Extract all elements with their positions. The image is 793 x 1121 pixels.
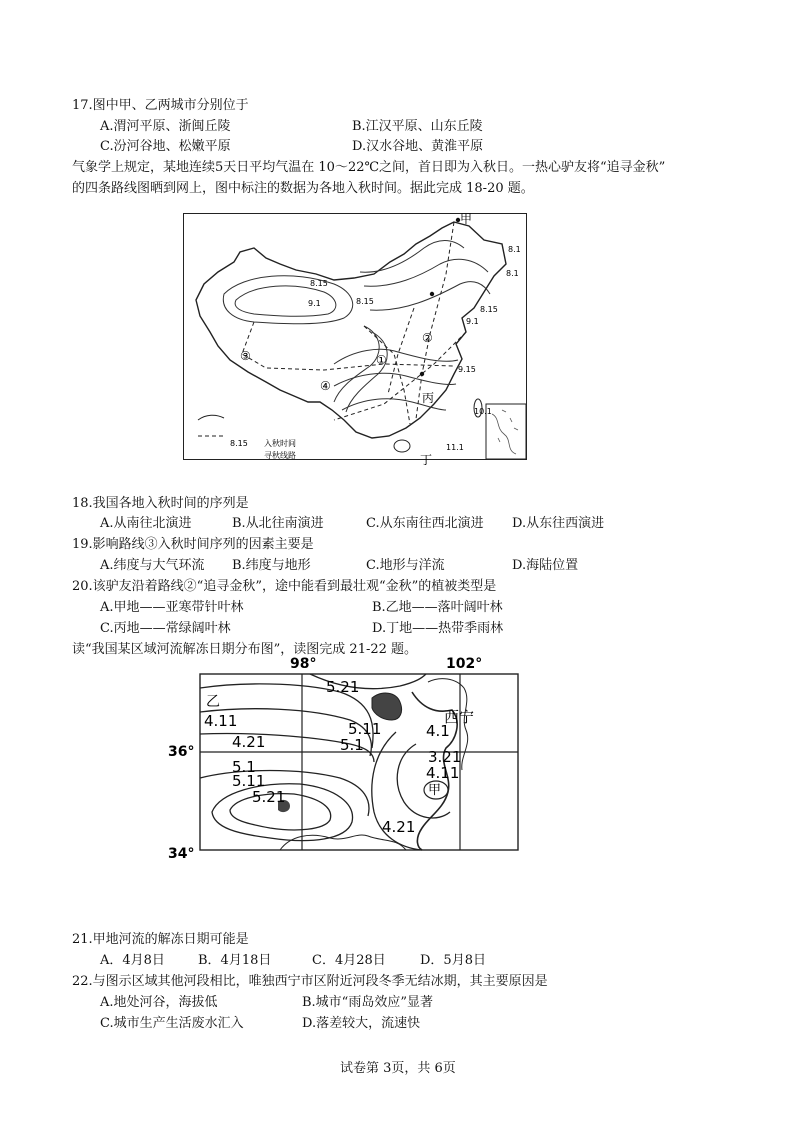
intro-18-20-line2: 的四条路线图晒到网上，图中标注的数据为各地入秋时间。据此完成 18-20 题。: [72, 181, 534, 196]
iso-label: 5.1: [340, 736, 364, 754]
q17-option-b: B.江汉平原、山东丘陵: [352, 119, 483, 134]
page-footer: 试卷第 3页，共 6页: [340, 1061, 456, 1076]
q19-option-c: C.地形与洋流: [366, 558, 445, 573]
river-thaw-map: [160, 652, 530, 880]
q21-stem: 21.甲地河流的解冻日期可能是: [72, 932, 249, 947]
q20-option-c: C.丙地——常绿阔叶林: [100, 621, 231, 636]
qinghai-lake: [372, 693, 402, 720]
iso-label: 5.1: [232, 758, 256, 776]
river-thaw-graphic: [160, 652, 530, 880]
q20-stem: 20.该驴友沿着路线②“追寻金秋”，途中能看到最壮观“金秋”的植被类型是: [72, 579, 497, 594]
q17-option-a: A.渭河平原、浙闽丘陵: [100, 119, 231, 134]
iso-label: 5.21: [326, 678, 360, 696]
q17-stem: 17.图中甲、乙两城市分别位于: [72, 98, 249, 113]
legend-route-label: 寻秋线路: [264, 451, 296, 460]
south-china-sea-inset: [486, 404, 526, 459]
legend-isoline-symbol: [198, 415, 224, 420]
route-extra: [388, 308, 414, 394]
iso-label: 5.11: [232, 772, 266, 790]
q22-stem: 22.与图示区域其他河段相比，唯独西宁市区附近河段冬季无结冰期，其主要原因是: [72, 974, 548, 989]
q19-option-d: D.海陆位置: [512, 558, 579, 573]
q18-option-d: D.从东往西演进: [512, 516, 605, 531]
date-label: 10.1: [474, 407, 492, 416]
isoline: [346, 332, 387, 412]
boundary: [280, 835, 406, 850]
iso-label: 4.1: [426, 722, 450, 740]
q19-stem: 19.影响路线③入秋时间序列的因素主要是: [72, 537, 314, 552]
q20-option-d: D.丁地——热带季雨林: [372, 621, 504, 636]
city-yi-point: [430, 292, 434, 296]
q22-option-a: A.地处河谷，海拔低: [100, 995, 218, 1010]
q18-option-b: B.从北往南演进: [232, 516, 324, 531]
date-label: 8.1: [506, 269, 519, 278]
route-1: [416, 222, 454, 419]
legend-date: 8.15: [230, 439, 248, 448]
isoline: [223, 276, 352, 324]
date-label: 11.1: [446, 443, 464, 452]
q21-option-c: C．4月28日: [312, 953, 386, 968]
intro-18-20-line1: 气象学上规定，某地连续5天日平均气温在 10～22℃之间，首日即为入秋日。一热心驴友将“追寻金秋”: [72, 160, 666, 175]
isoline: [360, 241, 464, 273]
date-label: 8.15: [480, 305, 498, 314]
route-label-2: ②: [422, 331, 433, 345]
q19-option-b: B.纬度与地形: [232, 558, 311, 573]
hainan-island: [394, 440, 410, 452]
date-label: 8.15: [310, 279, 328, 288]
label-jia: 甲: [428, 783, 442, 798]
date-label: 8.15: [356, 297, 374, 306]
label-ding: 丁: [420, 453, 433, 467]
intro-21-22: 读“我国某区域河流解冻日期分布图”，读图完成 21-22 题。: [72, 642, 418, 657]
china-autumn-route-map: [183, 212, 527, 467]
china-map-graphic: [184, 212, 526, 467]
iso-label: 4.21: [382, 818, 416, 836]
q21-option-d: D．5月8日: [420, 953, 486, 968]
q22-option-b: B.城市“雨岛效应”显著: [302, 995, 433, 1010]
date-label: 9.1: [466, 317, 479, 326]
route-label-1: ①: [376, 353, 387, 367]
route-label-3: ③: [240, 349, 251, 363]
route-label-4: ④: [320, 379, 331, 393]
q17-option-d: D.汉水谷地、黄淮平原: [352, 139, 484, 154]
q21-option-b: B．4月18日: [198, 953, 272, 968]
q18-stem: 18.我国各地入秋时间的序列是: [72, 496, 249, 511]
iso-label: 4.11: [204, 712, 238, 730]
label-yi: 乙: [206, 694, 220, 710]
iso-label: 4.21: [232, 733, 266, 751]
isoline: [235, 286, 336, 316]
date-label: 9.1: [308, 299, 321, 308]
date-label: 8.1: [508, 245, 521, 254]
q22-option-d: D.落差较大，流速快: [302, 1016, 421, 1031]
q20-option-a: A.甲地——亚寒带针叶林: [100, 600, 244, 615]
date-label: 9.15: [458, 365, 476, 374]
iso-label: 5.21: [252, 788, 286, 806]
iso-label: 4.11: [426, 764, 460, 782]
q19-option-a: A.纬度与大气环流: [100, 558, 205, 573]
legend-date-label: 入秋时间: [264, 439, 296, 448]
label-bing: 丙: [422, 391, 435, 405]
lat-34-label: 34°: [168, 846, 195, 862]
route-3: [242, 322, 454, 370]
q17-option-c: C.汾河谷地、松嫩平原: [100, 139, 231, 154]
q18-option-c: C.从东南往西北演进: [366, 516, 484, 531]
iso-label: 5.11: [348, 720, 382, 738]
city-bing-point: [420, 372, 424, 376]
iso-label: 3.21: [428, 748, 462, 766]
isoline: [364, 259, 488, 286]
label-xining: 西宁: [444, 708, 475, 726]
q22-option-c: C.城市生产生活废水汇入: [100, 1016, 244, 1031]
q18-option-a: A.从南往北演进: [100, 516, 192, 531]
lon-98-label: 98°: [290, 656, 317, 672]
lon-102-label: 102°: [446, 656, 483, 672]
isoline: [334, 326, 379, 402]
label-jia: 甲: [460, 212, 473, 226]
q20-option-b: B.乙地——落叶阔叶林: [372, 600, 503, 615]
lat-36-label: 36°: [168, 744, 195, 760]
isoline: [370, 282, 490, 311]
q21-option-a: A．4月8日: [100, 953, 165, 968]
